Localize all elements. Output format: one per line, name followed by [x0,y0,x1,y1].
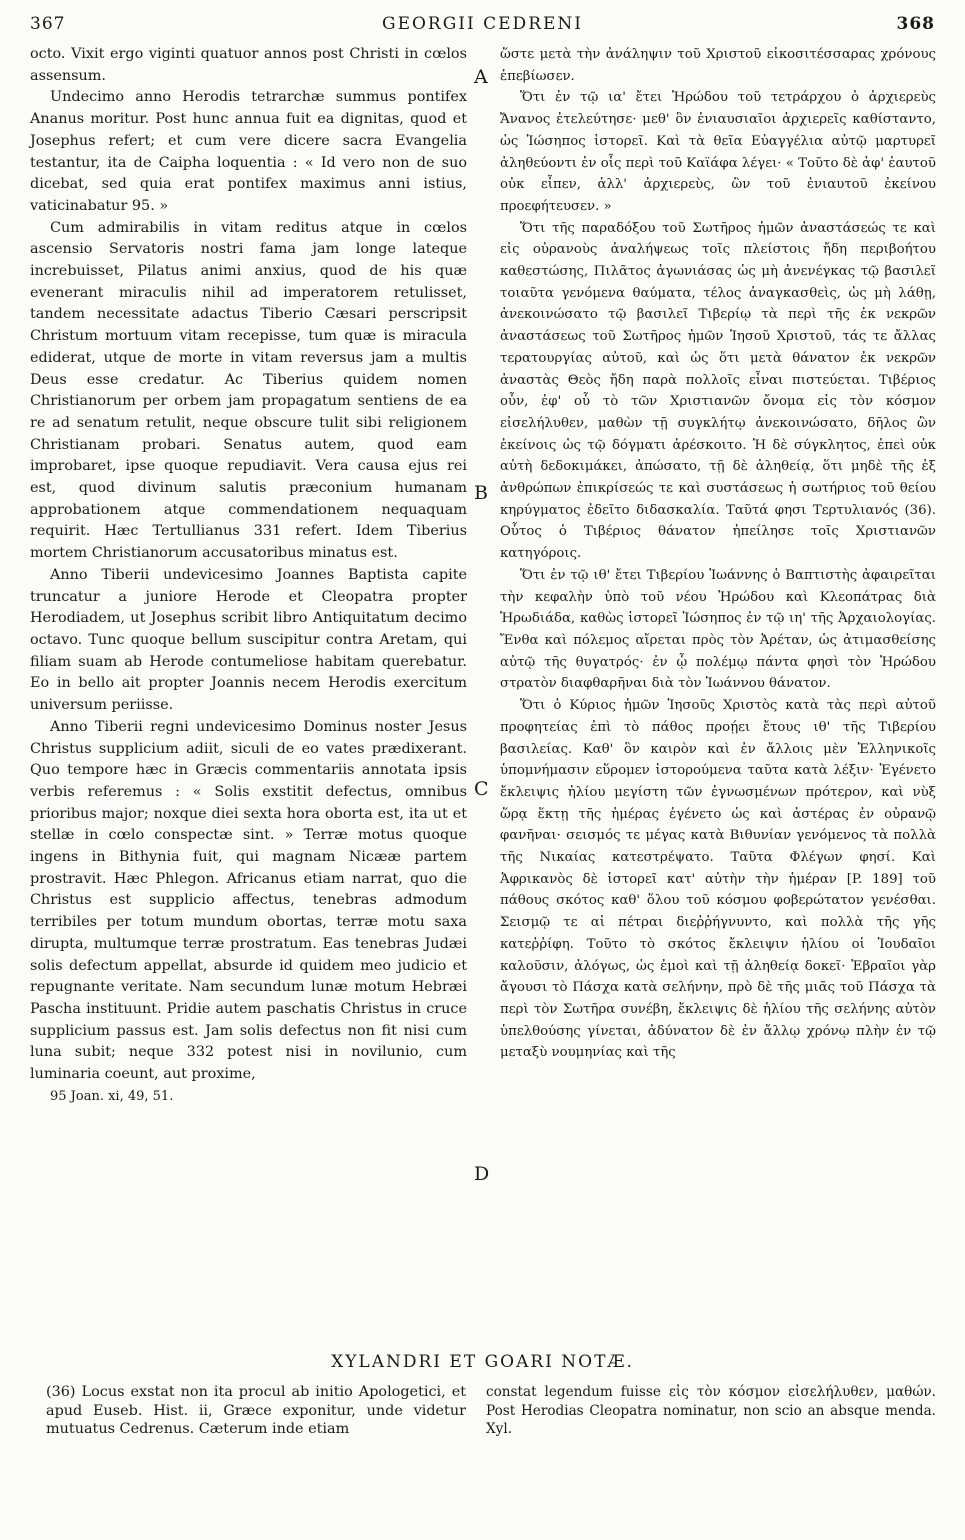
notes-right-column [486,1383,936,1439]
latin-column [30,44,467,1107]
section-marker-c: C [474,778,489,800]
section-marker-a: A [474,66,488,88]
greek-paragraph: Ὅτι τῆς παραδόξου τοῦ Σωτῆρος ἡμῶν ἀναστάσεώς τε καὶ εἰς οὐρανοὺς ἀναλήψεως τοῖς πλείστοις ἤδη περιβοήτου καθεστώσης, Πιλᾶτος ἀγωνιάσας ὡς μὴ ἀνενέγκας τῷ βασιλεῖ τοιαῦτα γενόμενα θαύματα, τέλος ἀναγκασθεὶς, ὡς μὴ λάθῃ, ἀνεκοινώσατο τῷ βασιλεῖ Τιβερίῳ τὰ περὶ τῆς ἐκ νεκρῶν ἀναστάσεως τοῦ Σωτῆρος ἡμῶν Ἰησοῦ Χριστοῦ, τάς τε ἄλλας τερατουργίας αὐτοῦ, καὶ ὡς ὅτι μετὰ θάνατον ἐκ νεκρῶν ἀναστὰς Θεὸς ἤδη παρὰ πολλοῖς εἶναι πιστεύεται. Τιβέριος οὖν, ἐφ' οὗ τὸ τῶν Χριστιανῶν ὄνομα εἰς τὸν κόσμον εἰσελήλυθεν, μαθὼν τῇ συγκλήτῳ ἀνεκοινώσατο, δῆλος ὢν ἐκείνοις ὡς τῷ δόγματι ἀρέσκοιτο. Ἡ δὲ σύγκλητος, ἐπεὶ οὐκ αὐτὴ δεδοκιμάκει, ἀπώσατο, τῇ δὲ ἀληθείᾳ, ὅτι μηδὲ τῆς ἐξ ἀνθρώπων ἐπικρίσεώς τε καὶ συστάσεως ἡ σωτήριος τοῦ θείου κηρύγματος ἐδεῖτο διδασκαλία. Ταῦτά φησι Τερτυλιανός (36). Οὗτος ὁ Τιβέριος θάνατον ἠπείλησε τοῖς Χριστιανῶν κατηγόροις. [500,220,936,562]
note-text: constat legendum fuisse εἰς τὸν κόσμον εἰσελήλυθεν, μαθών. Post Herodias Cleopatra nominatur, non scio an absque menda. Xyl. [486,1384,936,1437]
greek-paragraph: ὥστε μετὰ τὴν ἀνάληψιν τοῦ Χριστοῦ εἰκοσιτέσσαρας χρόνους ἐπεβίωσεν. [500,47,936,84]
page-number-right: 368 [896,14,935,34]
latin-paragraph: Anno Tiberii regni undevicesimo Dominus noster Jesus Christus supplicium adiit, siculi de eo vates prædixerant. Quo tempore hæc in Græcis commentariis annotata ipsis verbis referemus : « Solis exstitit defectus, omnibus prioribus major; noxque diei sexta hora oborta est, ita ut et stellæ in cœlo conspectæ sint. » Terræ motus quoque ingens in Bithynia fuit, qui magnam Nicææ partem prostravit. Hæc Phlegon. Africanus etiam narrat, quo die Christus est supplicio affectus, tenebras admodum terribiles per totum mundum obortas, terræ motu saxa dirupta, multumque terræ prostratum. Eas tenebras Judæi solis defectum appellat, absurde id quidem meo judicio et repugnante veritate. Nam secundum lunæ motum Hebræi Pascha instituunt. Pridie autem paschatis Christus in cruce supplicium passus est. Jam solis defectus non fit nisi cum luna subit; neque 332 potest nisi in novilunio, cum luminaria coeunt, aut proxime, [30,718,467,1083]
note-text: (36) Locus exstat non ita procul ab initio Apologetici, et apud Euseb. Hist. ii, Græce exponitur, unde videtur mutuatus Cedrenus. Cæterum inde etiam [46,1384,466,1437]
scripture-footnote: 95 Joan. xi, 49, 51. [50,1088,174,1104]
latin-paragraph: Undecimo anno Herodis tetrarchæ summus pontifex Ananus moritur. Post hunc annua fuit ea dignitas, quod et Josephus refert; et cum vere dicere sacra Evangelia testantur, ita de Caipha loquentia : « Id vero non de suo dicebat, sed quia erat pontifex maximus anni istius, vaticinabatur 95. » [30,89,467,214]
greek-paragraph: Ὅτι ὁ Κύριος ἡμῶν Ἰησοῦς Χριστὸς κατὰ τὰς περὶ αὐτοῦ προφητείας ἐπὶ τὸ πάθος προῄει ἔτους ιθ' τῆς Τιβερίου βασιλείας. Καθ' ὃν καιρὸν καὶ ἐν ἄλλοις μὲν Ἑλληνικοῖς ὑπομνήμασιν εὕρομεν ἱστορούμενα ταῦτα κατὰ λέξιν· Ἐγένετο ἔκλειψις ἡλίου μεγίστη τῶν ἐγνωσμένων πρότερον, καὶ νὺξ ὥρᾳ ἕκτῃ τῆς ἡμέρας ἐγένετο ὡς καὶ ἀστέρας ἐν οὐρανῷ φανῆναι· σεισμός τε μέγας κατὰ Βιθυνίαν γενόμενος τὰ πολλὰ τῆς Νικαίας κατεστρέψατο. Ταῦτα Φλέγων φησί. Καὶ Ἀφρικανὸς δὲ ἱστορεῖ κατ' αὐτὴν τὴν ἡμέραν [P. 189] τοῦ πάθους σκότος καθ' ὅλου τοῦ κόσμου φοβερώτατον γενέσθαι. Σεισμῷ τε αἱ πέτραι διεῤῥήγνυντο, καὶ πολλὰ τῆς γῆς κατεῤῥίφη. Τοῦτο τὸ σκότος ἔκλειψιν ἡλίου οἱ Ἰουδαῖοι καλοῦσιν, ἀλόγως, ὡς ἐμοὶ καὶ τῇ ἀληθείᾳ δοκεῖ· Ἑβραῖοι γὰρ ἄγουσι τὸ Πάσχα κατὰ σελήνην, πρὸ δὲ τῆς μιᾶς τοῦ Πάσχα τὰ περὶ τὸν Σωτῆρα συνέβη, ἔκλειψις δὲ ἡλίου τῆς σελήνης αὐτὸν ὑπελθούσης γίνεται, ἀδύνατον δὲ ἐν ἄλλῳ χρόνῳ πλὴν ἐν τῷ μεταξὺ νουμηνίας καὶ τῆς [500,698,936,1061]
notes-heading: XYLANDRI ET GOARI NOTÆ. [331,1352,634,1372]
notes-left-column [46,1383,466,1439]
page-number-left: 367 [30,14,66,34]
page-header [30,14,935,40]
greek-paragraph: Ὅτι ἐν τῷ ια' ἔτει Ἡρώδου τοῦ τετράρχου ὁ ἀρχιερεὺς Ἄνανος ἐτελεύτησε· μεθ' ὃν ἐνιαυσιαῖοι ἀρχιερεῖς καθίσταντο, ὡς Ἰώσηπος ἱστορεῖ. Καὶ τὰ θεῖα Εὐαγγέλια αὐτῷ μαρτυρεῖ ἀληθεύοντι ἐν οἷς περὶ τοῦ Καϊάφα λέγει· « Τοῦτο δὲ ἀφ' ἑαυτοῦ οὐκ εἶπεν, ἀλλ' ἀρχιερεὺς, ὢν τοῦ ἐνιαυτοῦ ἐκείνου προεφήτευσεν. » [500,90,936,214]
latin-paragraph: Cum admirabilis in vitam reditus atque in cœlos ascensio Servatoris nostri fama jam longe lateque increbuisset, Pilatus animi anxius, quod de his quæ evenerant miraculis nihil ad imperatorem retulisset, tandem necessitate adactus Tiberio Cæsari perscripsit Christum mortuum vitam recepisse, tum quæ is miracula ediderat, utque de morte in vitam reversus jam a multis Deus esse credatur. Ac Tiberius quidem nomen Christianorum per orbem jam propagatum sentiens de ea re ad senatum retulit, neque obscure tulit sibi religionem Christianam probari. Senatus autem, quod eam improbaret, ipse quoque repudiavit. Vera causa ejus rei est, quod divinum salutis præconium humanam approbationem atque commendationem nequaquam requirit. Hæc Tertullianus 331 refert. Idem Tiberius mortem Christianorum accusatoribus minatus est. [30,219,467,562]
latin-paragraph: Anno Tiberii undevicesimo Joannes Baptista capite truncatur a juniore Herode et Cleopatra propter Herodiadem, ut Josephus scribit libro Antiquitatum decimo octavo. Tunc quoque bellum suscipitur contra Aretam, qui filiam suam ab Herode contumeliose habitam querebatur. Eo in bello ait propter Joannis necem Herodis exercitum universum periisse. [30,566,467,714]
section-marker-d: D [474,1163,490,1185]
greek-column [500,44,936,1064]
greek-paragraph: Ὅτι ἐν τῷ ιθ' ἔτει Τιβερίου Ἰωάννης ὁ Βαπτιστὴς ἀφαιρεῖται τὴν κεφαλὴν ὑπὸ τοῦ νέου Ἡρώδου καὶ Κλεοπάτρας διὰ Ἡρωδιάδα, καθὼς ἱστορεῖ Ἰώσηπος ἐν τῷ ιη' τῆς Ἀρχαιολογίας. Ἔνθα καὶ πόλεμος αἴρεται πρὸς τὸν Ἀρέταν, ὡς ἀτιμασθείσης αὐτῷ τῆς θυγατρός· ἐν ᾧ πολέμῳ πάντα φησὶ τὸν Ἡρώδου στρατὸν διαφθαρῆναι διὰ τὸν Ἰωάννου θάνατον. [500,567,936,692]
latin-paragraph: octo. Vixit ergo viginti quatuor annos post Christi in cœlos assensum. [30,46,467,84]
running-title: GEORGII CEDRENI [382,14,583,34]
section-marker-b: B [474,482,488,504]
